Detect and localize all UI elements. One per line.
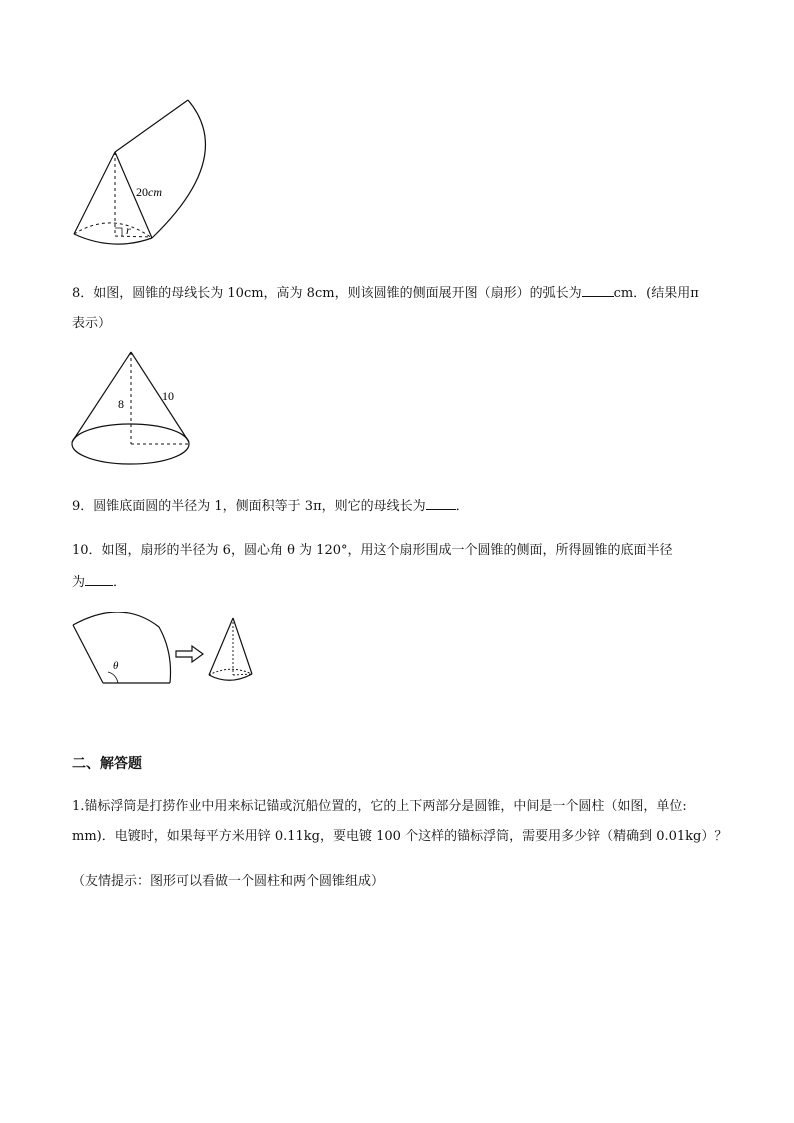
- question-8: [72, 282, 699, 305]
- question-9: [72, 495, 469, 518]
- slant-label: 10: [162, 389, 174, 403]
- problem-1-hint: （友情提示：图形可以看做一个圆柱和两个圆锥组成）: [72, 874, 385, 889]
- svg-text:20cm: [136, 185, 162, 199]
- problem-1-line2: mm)．电镀时，如果每平方米用锌 0.11kg，要电镀 100 个这样的锚标浮筒，需要用多少锌（精确到 0.01kg）？: [72, 829, 728, 844]
- sector-to-cone-figure: [70, 612, 258, 692]
- problem-1-line1: 1.锚标浮筒是打捞作业中用来标记锚或沉船位置的，它的上下两部分是圆锥，中间是一个圆柱（如图，单位:: [72, 799, 687, 814]
- answer-blank[interactable]: [85, 571, 113, 586]
- answer-blank[interactable]: [582, 282, 614, 297]
- question-8-text: 8．如图，圆锥的母线长为 10cm，高为 8cm，则该圆锥的侧面展开图（扇形）的弧长为: [72, 286, 582, 301]
- question-8-text-after: cm．(结果用π: [613, 286, 699, 301]
- angle-label: θ: [113, 660, 119, 672]
- question-10-text-after: ．: [113, 575, 127, 590]
- question-10-text: 为: [72, 575, 86, 590]
- cone-figure: [68, 346, 194, 470]
- height-label: 8: [118, 397, 124, 411]
- hollow-arrow-icon: [176, 646, 203, 662]
- question-10-line1: 10．如图，扇形的半径为 6，圆心角 θ 为 120°，用这个扇形围成一个圆锥的侧面，所得圆锥的底面半径: [72, 543, 673, 558]
- section-title: 二、解答题: [72, 756, 142, 772]
- cone-sector-figure: [66, 92, 216, 252]
- answer-blank[interactable]: [426, 495, 456, 510]
- question-10-line2: [72, 571, 126, 594]
- question-9-text-after: ．: [455, 499, 469, 514]
- question-9-text: 9．圆锥底面圆的半径为 1，侧面积等于 3π，则它的母线长为: [72, 499, 426, 514]
- question-8-line2: 表示）: [72, 316, 112, 331]
- radius-label: r: [126, 223, 131, 237]
- slant-unit-label: cm: [148, 185, 162, 199]
- slant-length-label: 20: [136, 185, 148, 199]
